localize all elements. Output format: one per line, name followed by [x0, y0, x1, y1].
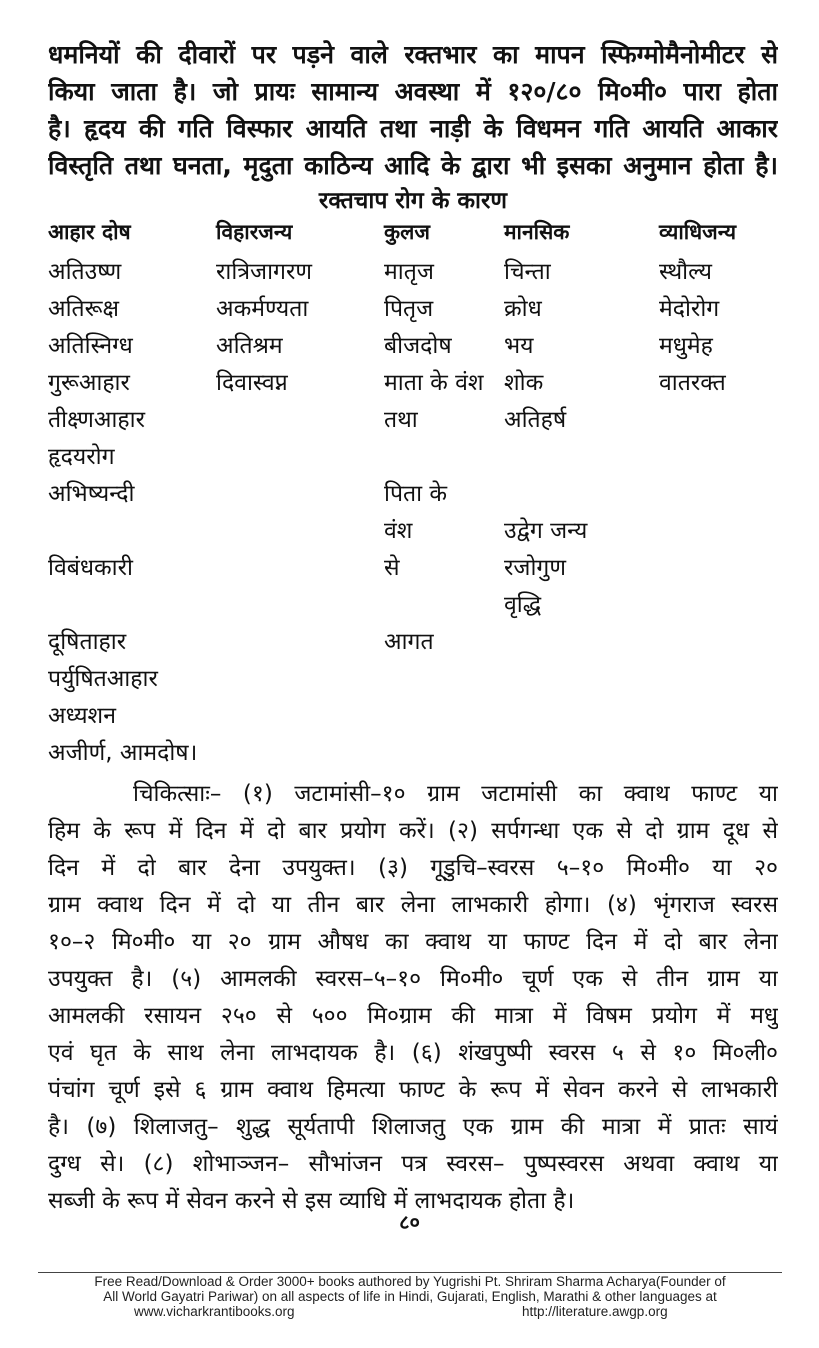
causes-table [48, 218, 778, 772]
table-cell: अतिउष्ण [48, 259, 122, 285]
table-row [48, 513, 778, 550]
footer [38, 1274, 782, 1319]
table-cell [216, 661, 384, 698]
table-cell: अकर्मण्यता [216, 296, 309, 322]
table-cell: उद्वेग जन्य [504, 518, 588, 544]
table-cell: वृद्धि [504, 592, 542, 618]
table-cell: स्थौल्य [659, 259, 712, 285]
table-row [48, 365, 778, 402]
table-cell: बीजदोष [384, 333, 452, 359]
footer-link-vicharkranti[interactable]: www.vicharkrantibooks.org [134, 1304, 295, 1319]
page-content [48, 36, 778, 1220]
section-heading: रक्तचाप रोग के कारण [318, 188, 508, 214]
table-cell: माता के वंश [384, 370, 484, 396]
table-cell [659, 735, 778, 772]
table-cell: क्रोध [504, 296, 542, 322]
intro-paragraph [48, 36, 778, 184]
table-cell [48, 587, 216, 624]
table-cell: चिन्ता [504, 259, 551, 285]
table-cell: अतिरूक्ष [48, 296, 120, 322]
intro-line: विस्तृति तथा घनता, मृदुता काठिन्य आदि के द्वारा भी इसका अनुमान होता है। [48, 151, 778, 180]
table-cell [504, 735, 659, 772]
footer-divider [38, 1272, 782, 1273]
table-cell: वंश [384, 518, 413, 544]
table-cell [504, 624, 659, 661]
table-cell: अतिहर्ष [504, 407, 567, 433]
column-header: मानसिक [504, 220, 570, 244]
table-cell [504, 661, 659, 698]
table-cell [384, 587, 504, 624]
table-cell [504, 439, 659, 476]
table-row [48, 587, 778, 624]
table-cell [384, 698, 504, 735]
table-cell: तथा [384, 407, 418, 433]
intro-line: किया जाता है। जो प्रायः सामान्य अवस्था में १२०/८० मि०मी० पारा होता [48, 77, 778, 106]
table-cell [504, 476, 659, 513]
table-cell: गुरूआहार [48, 370, 130, 396]
table-cell: अतिश्रम [216, 333, 283, 359]
footer-links [38, 1304, 782, 1319]
footer-link-awgp[interactable]: http://literature.awgp.org [522, 1304, 668, 1319]
footer-line: Free Read/Download & Order 3000+ books authored by Yugrishi Pt. Shriram Sharma Acharya(Founder of [94, 1274, 726, 1289]
table-row [48, 624, 778, 661]
treatment-line: ग्राम क्वाथ दिन में दो या तीन बार लेना लाभकारी होगा। (४) भृंगराज स्वरस [48, 892, 778, 918]
table-cell: दूषिताहार [48, 629, 127, 655]
table-cell [659, 587, 778, 624]
table-cell [216, 698, 384, 735]
column-header: कुलज [384, 220, 430, 244]
table-cell [384, 439, 504, 476]
treatment-line: पंचांग चूर्ण इसे ६ ग्राम क्वाथ हिमत्या फाण्ट के रूप में सेवन करने से लाभकारी [48, 1077, 778, 1103]
table-row [48, 476, 778, 513]
table-cell [504, 698, 659, 735]
table-cell: अध्यशन [48, 703, 116, 729]
treatment-paragraph [48, 776, 778, 1220]
table-cell: विबंधकारी [48, 555, 134, 581]
treatment-line: दुग्ध से। (८) शोभाञ्जन– सौभांजन पत्र स्वरस– पुष्पस्वरस अथवा क्वाथ या [48, 1151, 778, 1177]
table-cell [384, 661, 504, 698]
table-cell [384, 735, 504, 772]
treatment-line: आमलकी रसायन २५० से ५०० मि०ग्राम की मात्रा में विषम प्रयोग में मधु [48, 1003, 778, 1029]
table-cell [48, 513, 216, 550]
table-cell [216, 402, 384, 439]
column-header: व्याधिजन्य [659, 220, 737, 244]
treatment-line: उपयुक्त है। (५) आमलकी स्वरस–५–१० मि०मी० चूर्ण एक से तीन ग्राम या [48, 966, 778, 992]
table-cell [216, 550, 384, 587]
treatment-line: एवं घृत के साथ लेना लाभदायक है। (६) शंखपुष्पी स्वरस ५ से १० मि०ली० [48, 1040, 778, 1066]
treatment-line: १०–२ मि०मी० या २० ग्राम औषध का क्वाथ या फाण्ट दिन में दो बार लेना [48, 929, 778, 955]
column-header: आहार दोष [48, 220, 131, 244]
table-cell: पर्युषितआहार [48, 666, 158, 692]
table-cell [659, 476, 778, 513]
table-cell [659, 550, 778, 587]
treatment-line: दिन में दो बार देना उपयुक्त। (३) गूडुचि–स्वरस ५–१० मि०मी० या २० [48, 855, 778, 881]
table-cell: पितृज [384, 296, 434, 322]
footer-line: All World Gayatri Pariwar) on all aspects of life in Hindi, Gujarati, English, Marathi & other languages at [103, 1289, 717, 1304]
table-cell [216, 439, 384, 476]
table-cell: रात्रिजागरण [216, 259, 313, 285]
table-cell [216, 476, 384, 513]
table-row [48, 439, 778, 476]
table-cell: रजोगुण [504, 555, 567, 581]
table-cell [659, 513, 778, 550]
table-header-row [48, 218, 778, 254]
table-row [48, 402, 778, 439]
table-cell: मधुमेह [659, 333, 713, 359]
table-cell: अजीर्ण, आमदोष। [48, 740, 198, 766]
table-cell: भय [504, 333, 534, 359]
treatment-line: सब्जी के रूप में सेवन करने से इस व्याधि में लाभदायक होता है। [48, 1188, 575, 1214]
table-cell [216, 624, 384, 661]
table-cell: हृदयरोग [48, 444, 115, 470]
table-row [48, 328, 778, 365]
intro-line: है। हृदय की गति विस्फार आयति तथा नाड़ी के विधमन गति आयति आकार [48, 114, 778, 143]
table-cell [659, 698, 778, 735]
table-cell [659, 661, 778, 698]
table-row [48, 735, 778, 772]
table-row [48, 698, 778, 735]
table-cell: मातृज [384, 259, 434, 285]
table-cell: अभिष्यन्दी [48, 481, 135, 507]
table-cell [659, 439, 778, 476]
table-body [48, 254, 778, 772]
treatment-line: है। (७) शिलाजतु– शुद्ध सूर्यतापी शिलाजतु एक ग्राम की मात्रा में प्रातः सायं [48, 1114, 778, 1140]
table-row [48, 661, 778, 698]
table-cell: अतिस्निग्ध [48, 333, 133, 359]
table-cell [659, 624, 778, 661]
treatment-line: हिम के रूप में दिन में दो बार प्रयोग करें। (२) सर्पगन्धा एक से दो ग्राम दूध से [48, 818, 778, 844]
table-cell: से [384, 555, 400, 581]
page-number: ८० [399, 1210, 420, 1234]
table-cell: तीक्ष्णआहार [48, 407, 146, 433]
treatment-line: चिकित्साः– (१) जटामांसी–१० ग्राम जटामांसी का क्वाथ फाण्ट या [133, 781, 778, 807]
table-cell: मेदोरोग [659, 296, 720, 322]
table-cell: दिवास्वप्न [216, 370, 288, 396]
table-cell: शोक [504, 370, 544, 396]
column-header: विहारजन्य [216, 220, 293, 244]
table-cell: वातरक्त [659, 370, 726, 396]
table-row [48, 291, 778, 328]
table-cell [216, 513, 384, 550]
table-cell [216, 735, 384, 772]
table-cell: आगत [384, 629, 434, 655]
intro-line: धमनियों की दीवारों पर पड़ने वाले रक्तभार का मापन स्फिग्मोमैनोमीटर से [48, 40, 778, 69]
table-cell: पिता के [384, 481, 448, 507]
table-row [48, 550, 778, 587]
table-cell [216, 587, 384, 624]
table-row [48, 254, 778, 291]
table-cell [659, 402, 778, 439]
